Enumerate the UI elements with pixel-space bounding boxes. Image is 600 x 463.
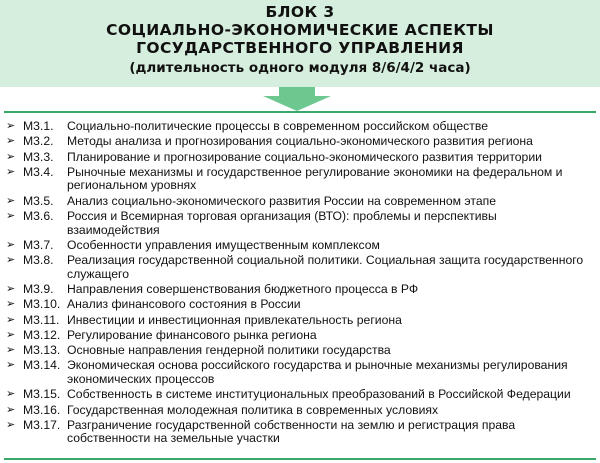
module-code: М3.13. [23,343,61,358]
module-title: Регулирование финансового рынка региона [67,327,317,342]
block-header [0,0,600,87]
module-code: М3.9. [23,282,54,297]
module-item [4,329,596,343]
bullet-arrow-icon: ➢ [6,388,16,401]
module-code: М3.14. [23,358,61,373]
module-code: М3.2. [23,134,54,149]
module-title: Разграничение государственной собственности на землю и регистрация права собственности на земельные участки [67,417,516,446]
module-title: Основные направления гендерной политики государства [67,343,391,358]
bullet-arrow-icon: ➢ [6,194,16,207]
module-list [4,111,596,460]
bullet-arrow-icon: ➢ [6,283,16,296]
module-title: Инвестиции и инвестиционная привлекательность региона [67,312,402,327]
bullet-arrow-icon: ➢ [6,210,16,222]
bullet-arrow-icon: ➢ [6,313,16,326]
module-title: Собственность в системе институциональных преобразований в Российской Федерации [67,387,571,402]
module-title: Социально-политические процессы в современном российском обществе [67,119,488,133]
module-title: Экономическая основа российского государства и рыночные механизмы регулирования экономических процессов [67,358,568,387]
block-number: БЛОК 3 [265,3,335,21]
module-item [4,195,596,209]
module-title: Государственная молодежная политика в современных условиях [67,402,439,417]
bullet-arrow-icon: ➢ [6,418,16,431]
module-code: М3.16. [23,402,61,417]
module-item [4,120,596,134]
module-item [4,166,596,193]
module-item [4,283,596,297]
bullet-arrow-icon: ➢ [6,150,16,163]
module-title: Анализ социально-экономического развития России на современном этапе [67,193,496,208]
module-title: Анализ финансового состояния в России [67,297,301,312]
module-code: М3.11. [23,312,60,327]
block-title-line-1: СОЦИАЛЬНО-ЭКОНОМИЧЕСКИЕ АСПЕКТЫ [106,21,494,39]
module-code: М3.12. [23,327,61,342]
module-title: Методы анализа и прогнозирования социально-экономического развития региона [67,134,533,149]
module-title: Рыночные механизмы и государственное регулирование экономики на федеральном и региональном уровнях [67,164,563,193]
module-title: Россия и Всемирная торговая организация (ВТО): проблемы и перспективы взаимодействия [67,209,497,237]
module-duration: (длительность одного модуля 8/6/4/2 часа) [129,60,471,76]
module-code: М3.7. [23,237,54,252]
module-item [4,359,596,386]
bullet-arrow-icon: ➢ [6,165,16,178]
module-item [4,210,596,237]
module-item [4,314,596,328]
module-item [4,404,596,418]
module-code: М3.10. [23,297,61,312]
module-item [4,135,596,149]
module-item [4,298,596,312]
module-title: Планирование и прогнозирование социально-экономического развития территории [67,149,542,164]
bullet-arrow-icon: ➢ [6,135,16,148]
module-title: Особенности управления имущественным комплексом [67,237,380,252]
module-code: М3.4. [23,164,54,179]
bullet-arrow-icon: ➢ [6,254,16,267]
bullet-arrow-icon: ➢ [6,120,16,132]
module-code: М3.6. [23,209,54,223]
module-code: М3.8. [23,253,54,268]
bullet-arrow-icon: ➢ [6,403,16,416]
down-arrow-icon [263,87,331,111]
module-title: Реализация государственной социальной политики. Социальная защита государственного служащего [67,253,584,281]
module-item [4,254,596,281]
bullet-arrow-icon: ➢ [6,298,16,311]
bullet-arrow-icon: ➢ [6,238,16,251]
bullet-arrow-icon: ➢ [6,359,16,372]
module-item [4,419,596,446]
module-item [4,239,596,253]
bullet-arrow-icon: ➢ [6,344,16,357]
module-code: М3.5. [23,193,54,208]
module-item [4,151,596,165]
module-code: М3.3. [23,149,54,164]
bullet-arrow-icon: ➢ [6,328,16,341]
module-title: Направления совершенствования бюджетного процесса в РФ [67,282,419,297]
module-code: М3.1. [23,119,54,133]
module-code: М3.15. [23,387,61,402]
block-title-line-2: ГОСУДАРСТВЕННОГО УПРАВЛЕНИЯ [136,39,464,57]
module-item [4,388,596,402]
module-item [4,344,596,358]
module-code: М3.17. [23,417,61,432]
